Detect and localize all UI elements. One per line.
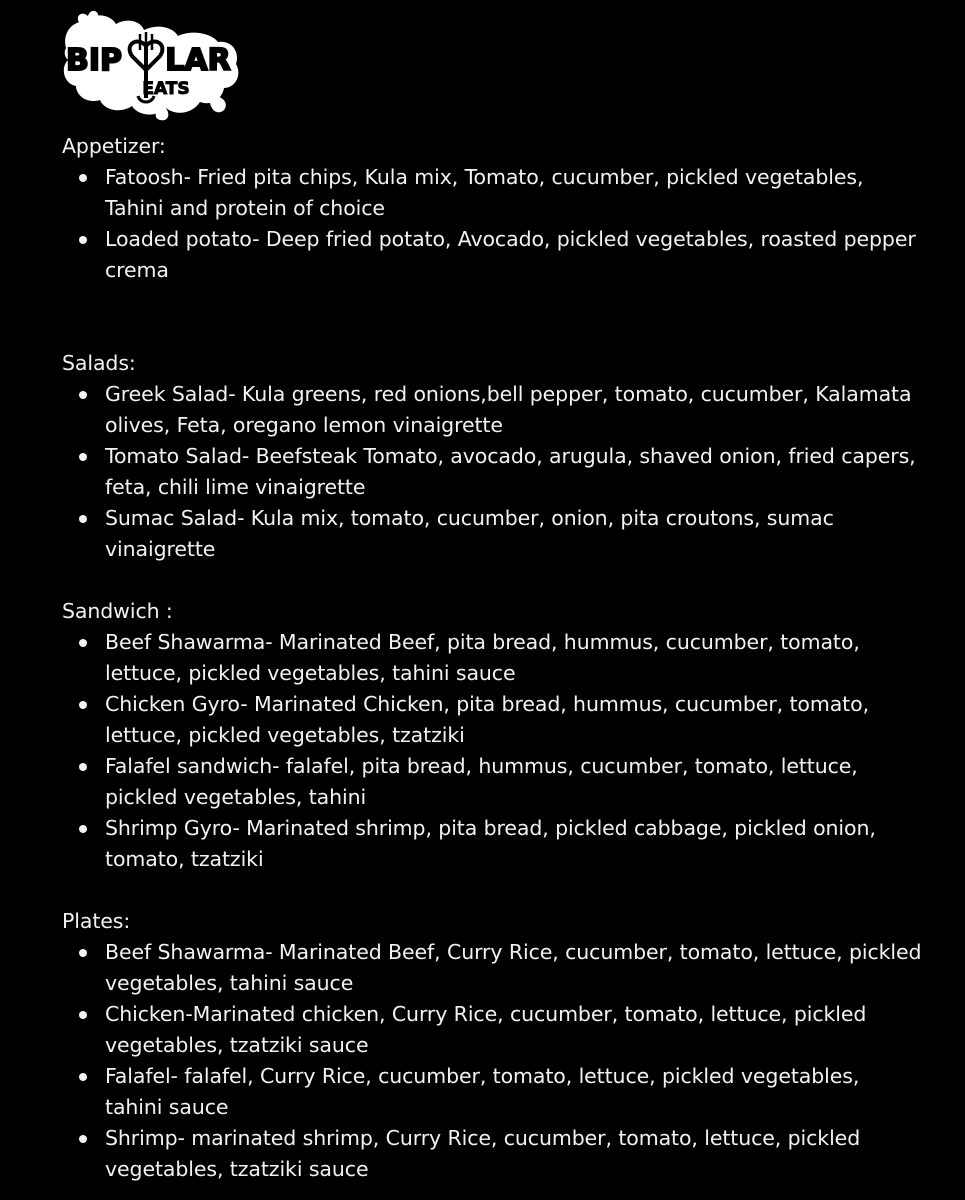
logo-text-bip: BIP xyxy=(65,43,123,78)
bullet-icon xyxy=(79,1073,87,1081)
list-item xyxy=(62,162,922,224)
logo-text-eats: EATS xyxy=(142,79,190,99)
section-gap xyxy=(62,565,922,596)
salads-list xyxy=(62,379,922,565)
item-text: Falafel sandwich- falafel, pita bread, hummus, cucumber, tomato, lettuce, pickled vegetables, tahini xyxy=(105,754,858,809)
section-gap xyxy=(62,286,922,348)
bullet-icon xyxy=(79,174,87,182)
logo-text-lar: LAR xyxy=(165,43,231,78)
list-item xyxy=(62,1061,922,1123)
list-item xyxy=(62,999,922,1061)
list-item xyxy=(62,379,922,441)
section-title-salads: Salads: xyxy=(62,351,136,375)
section-title-sandwich: Sandwich : xyxy=(62,599,173,623)
list-item xyxy=(62,813,922,875)
item-text: Greek Salad- Kula greens, red onions,bell pepper, tomato, cucumber, Kalamata olives, Feta, oregano lemon vinaigrette xyxy=(105,382,912,437)
bullet-icon xyxy=(79,453,87,461)
item-text: Sumac Salad- Kula mix, tomato, cucumber, onion, pita croutons, sumac vinaigrette xyxy=(105,506,834,561)
item-text: Beef Shawarma- Marinated Beef, Curry Rice, cucumber, tomato, lettuce, pickled vegetables, tahini sauce xyxy=(105,940,922,995)
item-text: Chicken Gyro- Marinated Chicken, pita bread, hummus, cucumber, tomato, lettuce, pickled vegetables, tzatziki xyxy=(105,692,869,747)
bipolar-eats-logo xyxy=(60,10,242,122)
bullet-icon xyxy=(79,236,87,244)
bullet-icon xyxy=(79,701,87,709)
item-text: Beef Shawarma- Marinated Beef, pita bread, hummus, cucumber, tomato, lettuce, pickled vegetables, tahini sauce xyxy=(105,630,860,685)
item-text: Shrimp Gyro- Marinated shrimp, pita bread, pickled cabbage, pickled onion, tomato, tzatziki xyxy=(105,816,876,871)
bullet-icon xyxy=(79,1011,87,1019)
appetizer-list xyxy=(62,162,922,286)
section-gap xyxy=(62,875,922,906)
item-text: Shrimp- marinated shrimp, Curry Rice, cucumber, tomato, lettuce, pickled vegetables, tzatziki sauce xyxy=(105,1126,861,1181)
bullet-icon xyxy=(79,825,87,833)
item-text: Fatoosh- Fried pita chips, Kula mix, Tomato, cucumber, pickled vegetables, Tahini and protein of choice xyxy=(105,165,864,220)
logo-graphic xyxy=(60,10,242,122)
item-text: Tomato Salad- Beefsteak Tomato, avocado, arugula, shaved onion, fried capers, feta, chili lime vinaigrette xyxy=(105,444,916,499)
item-text: Falafel- falafel, Curry Rice, cucumber, tomato, lettuce, pickled vegetables, tahini sauce xyxy=(105,1064,860,1119)
bullet-icon xyxy=(79,1135,87,1143)
list-item xyxy=(62,1123,922,1185)
bullet-icon xyxy=(79,391,87,399)
menu xyxy=(62,131,922,1185)
sandwich-list xyxy=(62,627,922,875)
list-item xyxy=(62,224,922,286)
section-title-plates: Plates: xyxy=(62,909,131,933)
bullet-icon xyxy=(79,639,87,647)
bullet-icon xyxy=(79,763,87,771)
item-text: Chicken-Marinated chicken, Curry Rice, cucumber, tomato, lettuce, pickled vegetables, tzatziki sauce xyxy=(105,1002,867,1057)
list-item xyxy=(62,503,922,565)
list-item xyxy=(62,937,922,999)
section-title-appetizer: Appetizer: xyxy=(62,134,166,158)
list-item xyxy=(62,441,922,503)
list-item xyxy=(62,751,922,813)
bullet-icon xyxy=(79,515,87,523)
item-text: Loaded potato- Deep fried potato, Avocado, pickled vegetables, roasted pepper crema xyxy=(105,227,916,282)
list-item xyxy=(62,689,922,751)
list-item xyxy=(62,627,922,689)
bullet-icon xyxy=(79,949,87,957)
plates-list xyxy=(62,937,922,1185)
